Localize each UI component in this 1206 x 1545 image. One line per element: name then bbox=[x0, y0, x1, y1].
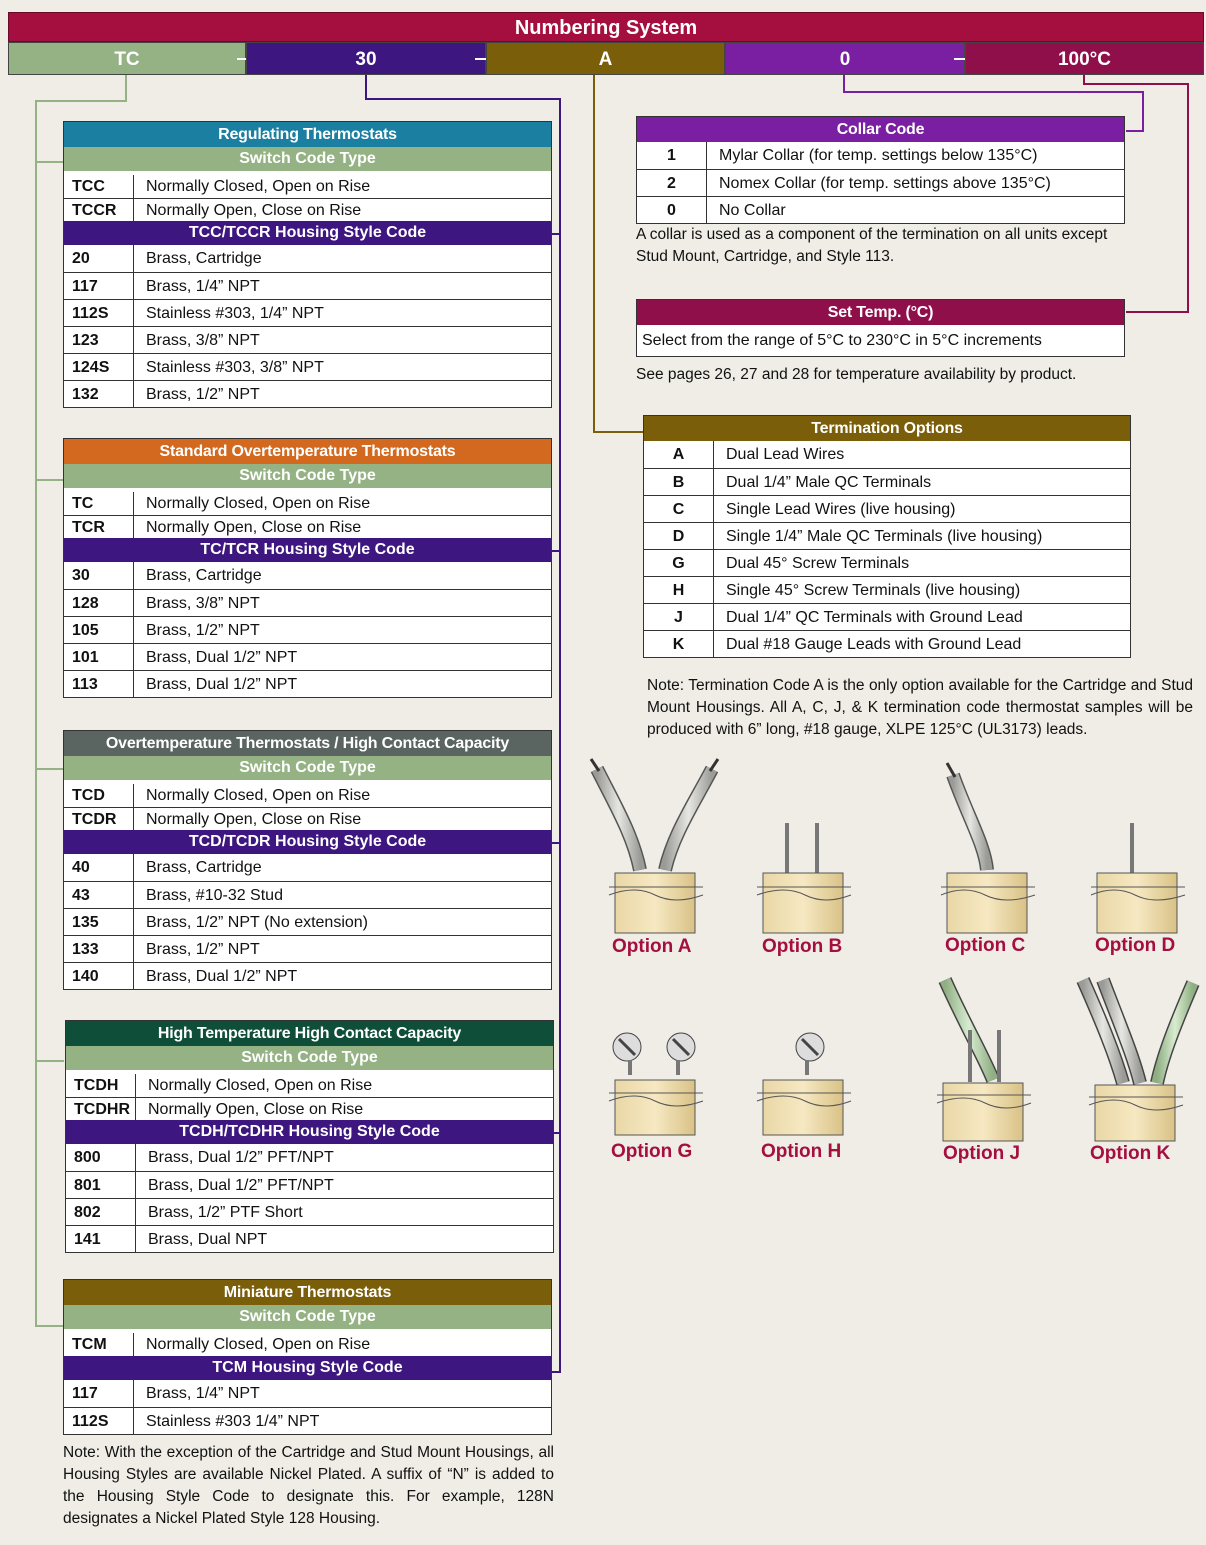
option-k-drawing bbox=[1083, 980, 1193, 1141]
housing-header: TCC/TCCR Housing Style Code bbox=[64, 221, 551, 245]
table-row bbox=[64, 589, 551, 616]
table-row bbox=[66, 1074, 553, 1097]
set-temp-note: See pages 26, 27 and 28 for temperature availability by product. bbox=[636, 366, 1077, 383]
desc: Normally Closed, Open on Rise bbox=[148, 1077, 373, 1094]
table-row bbox=[637, 196, 1124, 223]
option-g-label: Option G bbox=[611, 1141, 693, 1162]
table-row bbox=[66, 1225, 553, 1252]
table-row bbox=[64, 515, 551, 538]
table-row bbox=[64, 299, 551, 326]
option-illustrations bbox=[575, 755, 1205, 1185]
desc: Dual 1/4” QC Terminals with Ground Lead bbox=[726, 609, 1023, 626]
desc: Mylar Collar (for temp. settings below 135°C) bbox=[719, 147, 1038, 164]
desc: Normally Open, Close on Rise bbox=[146, 811, 362, 828]
table-row bbox=[64, 1380, 551, 1407]
code: 801 bbox=[66, 1172, 136, 1198]
code-segment-settemp bbox=[965, 42, 1204, 75]
desc: Single 1/4” Male QC Terminals (live housing) bbox=[726, 528, 1043, 545]
desc: Normally Closed, Open on Rise bbox=[146, 787, 371, 804]
desc: Normally Open, Close on Rise bbox=[146, 202, 362, 219]
table-row bbox=[64, 935, 551, 962]
table-row bbox=[64, 380, 551, 407]
code: 40 bbox=[64, 854, 134, 881]
desc: Single 45° Screw Terminals (live housing) bbox=[726, 582, 1021, 599]
desc: Brass, Cartridge bbox=[146, 567, 262, 584]
table-row bbox=[64, 807, 551, 830]
desc: Brass, #10-32 Stud bbox=[146, 887, 283, 904]
desc: Stainless #303, 3/8” NPT bbox=[146, 359, 324, 376]
code: 141 bbox=[66, 1226, 136, 1252]
desc: Brass, Dual 1/2” NPT bbox=[146, 676, 298, 693]
panel-standard-overtemp bbox=[63, 438, 552, 698]
code: 135 bbox=[64, 909, 134, 935]
code: 112S bbox=[64, 1408, 134, 1434]
code: 2 bbox=[637, 170, 707, 196]
code: 140 bbox=[64, 963, 134, 989]
switch-header: Switch Code Type bbox=[64, 756, 551, 780]
table-row bbox=[66, 1171, 553, 1198]
panel-title: Regulating Thermostats bbox=[64, 122, 551, 147]
code-segment-housing bbox=[246, 42, 486, 75]
code: 101 bbox=[64, 644, 134, 670]
desc: Stainless #303 1/4” NPT bbox=[146, 1413, 320, 1430]
code-segment-termination bbox=[486, 42, 725, 75]
panel-set-temp bbox=[636, 299, 1125, 357]
nickel-plating-note: Note: With the exception of the Cartridge and Stud Mount Housings, all Housing Styles are available Nickel Plated. A suffix of “N” is added to the Housing Style Code to designate this. For example, 128N designates a Nickel Plated Style 128 Housing. bbox=[63, 1444, 554, 1527]
housing-header: TCM Housing Style Code bbox=[64, 1356, 551, 1380]
table-row bbox=[64, 670, 551, 697]
desc: Brass, Dual 1/2” PFT/NPT bbox=[148, 1149, 334, 1166]
desc: Brass, Dual 1/2” PFT/NPT bbox=[148, 1177, 334, 1194]
code: 132 bbox=[64, 381, 134, 407]
option-d-drawing bbox=[1091, 823, 1185, 933]
housing-header: TCDH/TCDHR Housing Style Code bbox=[66, 1120, 553, 1144]
desc: Brass, 1/2” NPT bbox=[146, 386, 260, 403]
panel-high-temp bbox=[65, 1020, 554, 1253]
code: 133 bbox=[64, 936, 134, 962]
desc: No Collar bbox=[719, 202, 786, 219]
table-row bbox=[64, 492, 551, 515]
desc: Dual #18 Gauge Leads with Ground Lead bbox=[726, 636, 1022, 653]
panel-title: Termination Options bbox=[644, 416, 1130, 441]
desc: Normally Open, Close on Rise bbox=[146, 519, 362, 536]
desc: Brass, 1/2” NPT bbox=[146, 941, 260, 958]
table-row bbox=[637, 142, 1124, 169]
code-label: 30 bbox=[355, 49, 377, 70]
table-row bbox=[637, 169, 1124, 196]
code: H bbox=[644, 577, 714, 603]
panel-regulating bbox=[63, 121, 552, 408]
desc: Normally Closed, Open on Rise bbox=[146, 178, 371, 195]
code: 105 bbox=[64, 617, 134, 643]
switch-header: Switch Code Type bbox=[66, 1046, 553, 1070]
table-row bbox=[64, 562, 551, 589]
code: 117 bbox=[64, 273, 134, 299]
housing-header: TC/TCR Housing Style Code bbox=[64, 538, 551, 562]
desc: Nomex Collar (for temp. settings above 135°C) bbox=[719, 175, 1051, 192]
panel-title: Set Temp. (°C) bbox=[637, 300, 1124, 325]
table-row bbox=[64, 908, 551, 935]
code: 112S bbox=[64, 300, 134, 326]
code: C bbox=[644, 496, 714, 522]
code: 124S bbox=[64, 354, 134, 380]
desc: Brass, 3/8” NPT bbox=[146, 595, 260, 612]
option-k-label: Option K bbox=[1090, 1143, 1171, 1164]
code: TCR bbox=[64, 516, 134, 538]
option-c-drawing bbox=[941, 763, 1035, 933]
table-row bbox=[644, 576, 1130, 603]
desc: Brass, Cartridge bbox=[146, 250, 262, 267]
code: K bbox=[644, 631, 714, 657]
code: 43 bbox=[64, 882, 134, 908]
code: TCDH bbox=[66, 1074, 136, 1097]
table-row bbox=[64, 784, 551, 807]
option-b-drawing bbox=[757, 823, 851, 933]
table-row bbox=[644, 495, 1130, 522]
table-row bbox=[64, 326, 551, 353]
desc: Brass, 1/2” NPT (No extension) bbox=[146, 914, 369, 931]
panel-termination-options bbox=[643, 415, 1131, 658]
code: TCM bbox=[64, 1333, 134, 1356]
code: 128 bbox=[64, 590, 134, 616]
option-h-drawing bbox=[757, 1033, 851, 1135]
table-row bbox=[66, 1144, 553, 1171]
table-row bbox=[644, 468, 1130, 495]
desc: Brass, Cartridge bbox=[146, 859, 262, 876]
panel-title: Collar Code bbox=[637, 117, 1124, 142]
code: 30 bbox=[64, 562, 134, 589]
panel-title: High Temperature High Contact Capacity bbox=[66, 1021, 553, 1046]
desc: Dual 45° Screw Terminals bbox=[726, 555, 910, 572]
panel-collar-code bbox=[636, 116, 1125, 224]
option-a-drawing bbox=[591, 759, 718, 933]
code-label: A bbox=[598, 49, 613, 70]
table-row bbox=[66, 1198, 553, 1225]
panel-high-contact bbox=[63, 730, 552, 990]
table-row bbox=[644, 549, 1130, 576]
code: TCC bbox=[64, 175, 134, 198]
code: 123 bbox=[64, 327, 134, 353]
option-j-drawing bbox=[937, 980, 1031, 1141]
table-row bbox=[64, 175, 551, 198]
table-row bbox=[64, 353, 551, 380]
desc: Stainless #303, 1/4” NPT bbox=[146, 305, 324, 322]
table-row bbox=[64, 962, 551, 989]
code: 113 bbox=[64, 671, 134, 697]
desc: Brass, Dual NPT bbox=[148, 1231, 268, 1248]
desc: Normally Closed, Open on Rise bbox=[146, 1336, 371, 1353]
desc: Normally Closed, Open on Rise bbox=[146, 495, 371, 512]
collar-note: A collar is used as a component of the termination on all units except Stud Mount, Cartridge, and Style 113. bbox=[636, 226, 1108, 265]
option-a-label: Option A bbox=[612, 936, 692, 957]
table-row bbox=[644, 603, 1130, 630]
option-c-label: Option C bbox=[945, 935, 1026, 956]
code: TC bbox=[64, 492, 134, 515]
desc: Brass, 1/4” NPT bbox=[146, 1385, 260, 1402]
code: 117 bbox=[64, 1380, 134, 1407]
panel-title: Standard Overtemperature Thermostats bbox=[64, 439, 551, 464]
switch-header: Switch Code Type bbox=[64, 464, 551, 488]
code: TCDR bbox=[64, 808, 134, 830]
code: 0 bbox=[637, 197, 707, 223]
desc: Brass, 3/8” NPT bbox=[146, 332, 260, 349]
table-row bbox=[64, 272, 551, 299]
option-b-label: Option B bbox=[762, 936, 843, 957]
desc: Brass, Dual 1/2” NPT bbox=[146, 968, 298, 985]
desc: Brass, 1/2” NPT bbox=[146, 622, 260, 639]
code: D bbox=[644, 523, 714, 549]
option-d-label: Option D bbox=[1095, 935, 1176, 956]
desc: Dual Lead Wires bbox=[726, 446, 845, 463]
table-row bbox=[66, 1097, 553, 1120]
table-row bbox=[64, 1407, 551, 1434]
code: A bbox=[644, 441, 714, 468]
code-label: 100°C bbox=[1057, 49, 1112, 70]
code: B bbox=[644, 469, 714, 495]
desc: Brass, Dual 1/2” NPT bbox=[146, 649, 298, 666]
desc: Brass, 1/4” NPT bbox=[146, 278, 260, 295]
code: 800 bbox=[66, 1144, 136, 1171]
table-row bbox=[64, 245, 551, 272]
code-segment-switch bbox=[8, 42, 246, 75]
table-row bbox=[64, 1333, 551, 1356]
housing-header: TCD/TCDR Housing Style Code bbox=[64, 830, 551, 854]
code: 802 bbox=[66, 1199, 136, 1225]
code-label: 0 bbox=[839, 49, 851, 70]
code-label: TC bbox=[114, 49, 140, 70]
table-row bbox=[644, 441, 1130, 468]
code: TCD bbox=[64, 784, 134, 807]
code: 20 bbox=[64, 245, 134, 272]
table-row bbox=[644, 522, 1130, 549]
code: TCDHR bbox=[66, 1098, 136, 1120]
table-row bbox=[64, 881, 551, 908]
code: TCCR bbox=[64, 199, 134, 221]
panel-title: Overtemperature Thermostats / High Contact Capacity bbox=[64, 731, 551, 756]
panel-miniature bbox=[63, 1279, 552, 1435]
table-row bbox=[64, 616, 551, 643]
code-segment-collar bbox=[725, 42, 965, 75]
code: G bbox=[644, 550, 714, 576]
switch-header: Switch Code Type bbox=[64, 147, 551, 171]
table-row bbox=[64, 643, 551, 670]
table-row bbox=[644, 630, 1130, 657]
numbering-system-title: Numbering System bbox=[8, 12, 1204, 42]
option-j-label: Option J bbox=[943, 1143, 1021, 1164]
panel-title: Miniature Thermostats bbox=[64, 1280, 551, 1305]
table-row bbox=[64, 198, 551, 221]
desc: Brass, 1/2” PTF Short bbox=[148, 1204, 303, 1221]
code: 1 bbox=[637, 142, 707, 169]
desc: Single Lead Wires (live housing) bbox=[726, 501, 956, 518]
option-h-label: Option H bbox=[761, 1141, 842, 1162]
desc: Normally Open, Close on Rise bbox=[148, 1101, 364, 1118]
set-temp-text: Select from the range of 5°C to 230°C in 5°C increments bbox=[642, 332, 1042, 349]
desc: Dual 1/4” Male QC Terminals bbox=[726, 474, 932, 491]
option-g-drawing bbox=[609, 1033, 703, 1135]
switch-header: Switch Code Type bbox=[64, 1305, 551, 1329]
table-row bbox=[64, 854, 551, 881]
termination-note: Note: Termination Code A is the only option available for the Cartridge and Stud Mount Housings. All A, C, J, & K termination code thermostat samples will be produced with 6” long, #18 gauge, XLPE 125°C (UL3173) leads. bbox=[647, 677, 1193, 738]
code: J bbox=[644, 604, 714, 630]
